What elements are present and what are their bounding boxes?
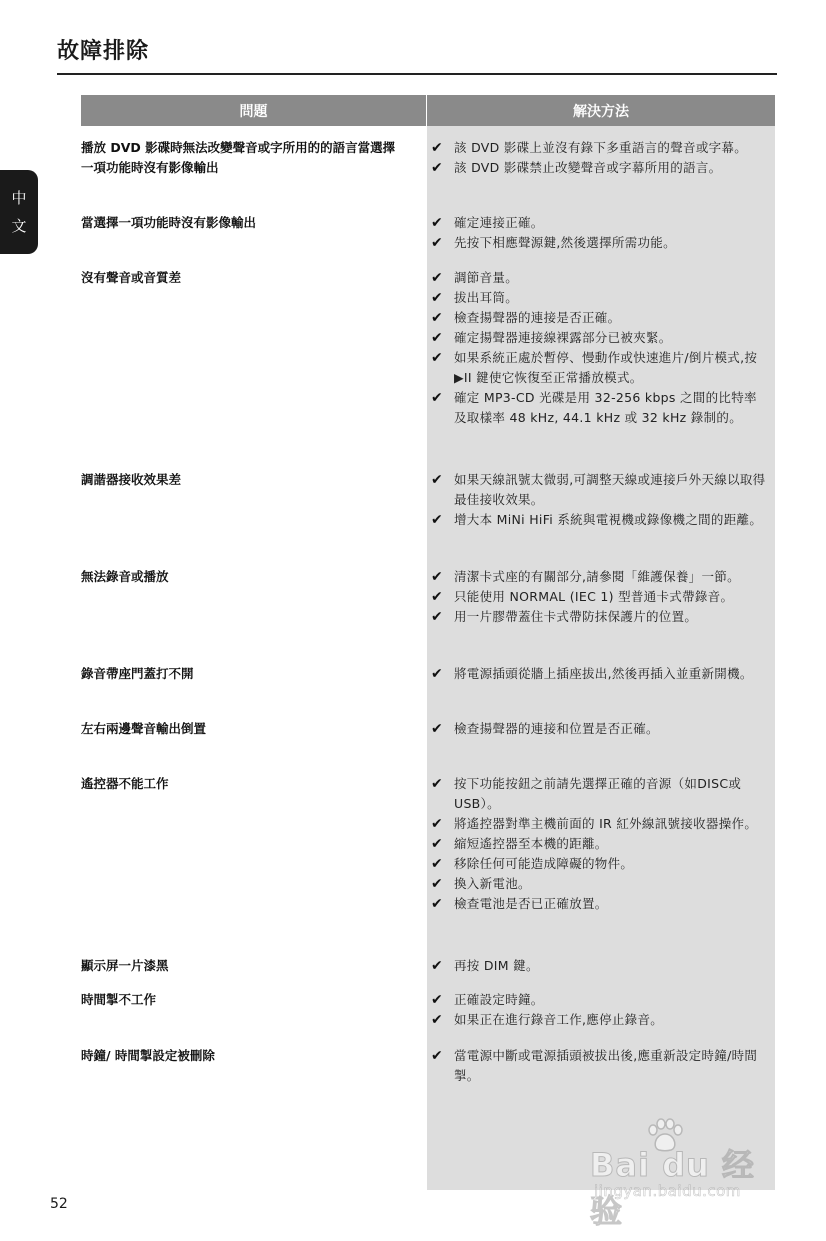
solution-list	[427, 990, 775, 1030]
solution-text: 拔出耳筒。	[454, 290, 519, 305]
solution-list	[427, 774, 775, 914]
checkmark-icon: ✔	[430, 816, 444, 832]
solution-item	[427, 348, 775, 388]
solution-item	[427, 854, 775, 874]
checkmark-icon: ✔	[430, 270, 444, 286]
checkmark-icon: ✔	[430, 992, 444, 1008]
checkmark-icon: ✔	[430, 512, 444, 528]
solution-item	[427, 664, 775, 684]
solution-text: 如果天線訊號太微弱,可調整天線或連接戶外天線以取得最佳接收效果。	[454, 472, 766, 507]
solution-text: 確定 MP3-CD 光碟是用 32-256 kbps 之間的比特率及取樣率 48 kHz, 44.1 kHz 或 32 kHz 錄制的。	[454, 390, 757, 425]
solution-text: 當電源中斷或電源插頭被拔出後,應重新設定時鐘/時間掣。	[454, 1048, 758, 1083]
checkmark-icon: ✔	[430, 666, 444, 682]
solution-text: 將電源插頭從牆上插座拔出,然後再插入並重新開機。	[454, 666, 753, 681]
solution-item	[427, 308, 775, 328]
solution-item	[427, 894, 775, 914]
checkmark-icon: ✔	[430, 1048, 444, 1064]
solution-item	[427, 567, 775, 587]
problem-text: 錄音帶座門蓋打不開	[81, 666, 194, 681]
solution-list	[427, 470, 775, 530]
checkmark-icon: ✔	[430, 856, 444, 872]
checkmark-icon: ✔	[430, 330, 444, 346]
solution-text: 只能使用 NORMAL (IEC 1) 型普通卡式帶錄音。	[454, 589, 734, 604]
checkmark-icon: ✔	[430, 569, 444, 585]
solution-item	[427, 470, 775, 510]
solution-text: 如果系統正處於暫停、慢動作或快速進片/倒片模式,按 ▶II 鍵使它恢復至正常播放模式。	[454, 350, 758, 385]
solution-item	[427, 158, 775, 178]
watermark-url: jingyan.baidu.com	[594, 1182, 741, 1200]
solution-item	[427, 774, 775, 814]
solution-list	[427, 567, 775, 627]
checkmark-icon: ✔	[430, 958, 444, 974]
solution-text: 換入新電池。	[454, 876, 531, 891]
problem-text: 左右兩邊聲音輸出倒置	[81, 721, 207, 736]
solution-text: 將遙控器對準主機前面的 IR 紅外線訊號接收器操作。	[454, 816, 758, 831]
language-tab-char: 中	[11, 189, 27, 207]
solution-text: 清潔卡式座的有關部分,請參閱「維護保養」一節。	[454, 569, 740, 584]
checkmark-icon: ✔	[430, 390, 444, 406]
checkmark-icon: ✔	[430, 215, 444, 231]
header-problem: 問題	[81, 95, 426, 126]
solution-item	[427, 510, 775, 530]
problem-text: 當選擇一項功能時沒有影像輸出	[81, 215, 257, 230]
solution-text: 先按下相應聲源鍵,然後選擇所需功能。	[454, 235, 676, 250]
problem-text: 時間掣不工作	[81, 992, 157, 1007]
problem-text: 無法錄音或播放	[81, 569, 169, 584]
solution-text: 調節音量。	[454, 270, 519, 285]
checkmark-icon: ✔	[430, 235, 444, 251]
solution-item	[427, 328, 775, 348]
solution-item	[427, 874, 775, 894]
title-divider	[57, 73, 777, 75]
solution-item	[427, 138, 775, 158]
solution-text: 如果正在進行錄音工作,應停止錄音。	[454, 1012, 664, 1027]
solution-text: 確定連接正確。	[454, 215, 544, 230]
problem-text: 時鐘/ 時間掣設定被刪除	[81, 1048, 215, 1063]
solution-item	[427, 587, 775, 607]
problem-text: 顯示屏一片漆黑	[81, 958, 169, 973]
solution-item	[427, 213, 775, 233]
checkmark-icon: ✔	[430, 776, 444, 792]
solution-list	[427, 664, 775, 684]
baidu-watermark	[590, 1118, 780, 1230]
solution-item	[427, 834, 775, 854]
checkmark-icon: ✔	[430, 876, 444, 892]
problem-text: 沒有聲音或音質差	[81, 270, 182, 285]
problem-text: 遙控器不能工作	[81, 776, 169, 791]
solution-text: 用一片膠帶蓋住卡式帶防抹保護片的位置。	[454, 609, 698, 624]
solution-item	[427, 719, 775, 739]
solution-text: 檢查揚聲器的連接和位置是否正確。	[454, 721, 659, 736]
solution-text: 檢查電池是否已正確放置。	[454, 896, 608, 911]
page-number: 52	[50, 1196, 68, 1212]
solution-list	[427, 138, 775, 178]
problem-text: 播放 DVD 影碟時無法改變聲音或字所用的的語言當選擇一項功能時沒有影像輸出	[81, 140, 396, 175]
solution-text: 該 DVD 影碟上並沒有錄下多重語言的聲音或字幕。	[454, 140, 748, 155]
checkmark-icon: ✔	[430, 836, 444, 852]
checkmark-icon: ✔	[430, 290, 444, 306]
checkmark-icon: ✔	[430, 472, 444, 488]
solution-text: 增大本 MiNi HiFi 系統與電視機或錄像機之間的距離。	[454, 512, 763, 527]
checkmark-icon: ✔	[430, 609, 444, 625]
checkmark-icon: ✔	[430, 350, 444, 366]
solution-text: 再按 DIM 鍵。	[454, 958, 539, 973]
solution-text: 縮短遙控器至本機的距離。	[454, 836, 608, 851]
solution-item	[427, 288, 775, 308]
solution-text: 檢查揚聲器的連接是否正確。	[454, 310, 621, 325]
header-solution: 解決方法	[427, 95, 775, 126]
solution-text: 正確設定時鐘。	[454, 992, 544, 1007]
solution-text: 確定揚聲器連接線裸露部分已被夾緊。	[454, 330, 672, 345]
solution-list	[427, 213, 775, 253]
checkmark-icon: ✔	[430, 589, 444, 605]
solution-list	[427, 268, 775, 428]
watermark-text: Bai du 经验	[590, 1146, 755, 1230]
solution-item	[427, 990, 775, 1010]
solution-item	[427, 956, 775, 976]
solution-item	[427, 814, 775, 834]
page-title: 故障排除	[57, 39, 150, 64]
solution-item	[427, 233, 775, 253]
solution-item	[427, 1010, 775, 1030]
solution-item	[427, 1046, 775, 1086]
language-tab-char: 文	[11, 217, 27, 235]
language-tab	[0, 170, 38, 254]
checkmark-icon: ✔	[430, 140, 444, 156]
problem-text: 調諧器接收效果差	[81, 472, 182, 487]
solution-item	[427, 268, 775, 288]
checkmark-icon: ✔	[430, 160, 444, 176]
solution-text: 該 DVD 影碟禁止改變聲音或字幕所用的語言。	[454, 160, 722, 175]
checkmark-icon: ✔	[430, 1012, 444, 1028]
solution-item	[427, 388, 775, 428]
checkmark-icon: ✔	[430, 896, 444, 912]
checkmark-icon: ✔	[430, 310, 444, 326]
solution-list	[427, 719, 775, 739]
solution-text: 按下功能按鈕之前請先選擇正確的音源（如DISC或USB）。	[454, 776, 742, 811]
solution-list	[427, 1046, 775, 1086]
solution-item	[427, 607, 775, 627]
checkmark-icon: ✔	[430, 721, 444, 737]
solution-list	[427, 956, 775, 976]
solution-text: 移除任何可能造成障礙的物件。	[454, 856, 634, 871]
